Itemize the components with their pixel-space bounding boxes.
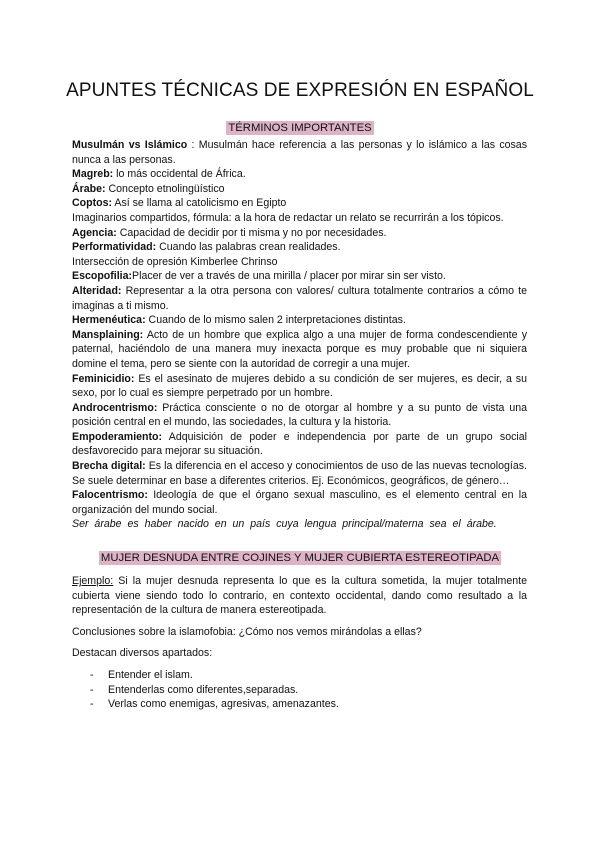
italic-note: Ser árabe es haber nacido en un país cuya lengua principal/materna sea el árabe.: [72, 518, 497, 531]
term-entry: Falocentrismo: Ideología de que el órgano sexual masculino, es el elemento central en la organización del mundo social.: [72, 489, 527, 516]
list-item: - Verlas como enemigas, agresivas, amenazantes.: [90, 698, 339, 711]
term-entry: Performatividad: Cuando las palabras crean realidades.: [72, 241, 341, 254]
section-body: [72, 574, 527, 712]
term-entry: Musulmán vs Islámico : Musulmán hace referencia a las personas y lo islámico a las cosas nunca a las personas.: [72, 139, 527, 166]
term-entry: Mansplaining: Acto de un hombre que explica algo a una mujer de forma condescendiente y paternal, haciéndolo de una manera muy inexacta porque es muy probable que ni siquiera domine el tema, pero se siente con la autoridad de corregir a una mujer.: [72, 328, 527, 370]
term-entry: Intersección de opresión Kimberlee Chrinso: [72, 255, 278, 268]
term-entry: Magreb: lo más occidental de África.: [72, 168, 246, 181]
term-entry: Feminicidio: Es el asesinato de mujeres debido a su condición de ser mujeres, es decir, a su sexo, por lo cual es siempre perpetrado por un hombre.: [72, 372, 527, 400]
term-entry: Árabe: Concepto etnolingüístico: [72, 182, 225, 195]
term-entry: Brecha digital: Es la diferencia en el acceso y conocimientos de uso de las nuevas tecnologías. Se suele determinar en base a diferentes criterios. Ej. Económicos, geográficos, de género…: [72, 460, 527, 487]
example-paragraph: Ejemplo: Si la mujer desnuda representa lo que es la cultura sometida, la mujer totalmente cubierta viene siendo todo lo contrario, en contexto occidental, dando como resultado a la representación de la cultura de manera estereotipada.: [72, 575, 527, 617]
term-entry: Empoderamiento: Adquisición de poder e independencia por parte de un grupo social desfavorecido para mejorar su situación.: [72, 430, 527, 458]
bullet-list: [72, 668, 527, 712]
section-heading-mujer: MUJER DESNUDA ENTRE COJINES Y MUJER CUBIERTA ESTEREOTIPADA: [100, 552, 500, 564]
list-item: - Entenderlas como diferentes,separadas.: [90, 683, 299, 696]
term-entry: Hermenéutica: Cuando de lo mismo salen 2 interpretaciones distintas.: [72, 314, 406, 327]
term-entry: Coptos: Así se llama al catolicismo en Egipto: [72, 197, 287, 210]
term-entry: Agencia: Capacidad de decidir por ti misma y no por necesidades.: [72, 226, 387, 239]
terms-list: [72, 138, 527, 532]
list-item: - Entender el islam.: [90, 668, 193, 681]
section-heading-terms: TÉRMINOS IMPORTANTES: [228, 122, 372, 134]
highlights-intro: Destacan diversos apartados:: [72, 647, 213, 660]
conclusions-paragraph: Conclusiones sobre la islamofobia: ¿Cómo nos vemos mirándolas a ellas?: [72, 625, 422, 638]
term-entry: Imaginarios compartidos, fórmula: a la hora de redactar un relato se recurrirán a los tópicos.: [72, 211, 504, 224]
term-entry: Escopofilia:Placer de ver a través de una mirilla / placer por mirar sin ser visto.: [72, 270, 446, 283]
term-entry: Alteridad: Representar a la otra persona con valores/ cultura totalmente contrarios a cómo te imaginas a ti mismo.: [72, 284, 527, 312]
term-entry: Androcentrismo: Práctica consciente o no de otorgar al hombre y a su punto de vista una posición central en el mundo, las sociedades, la cultura y la historia.: [72, 401, 527, 429]
page-title: APUNTES TÉCNICAS DE EXPRESIÓN EN ESPAÑOL: [66, 80, 534, 101]
